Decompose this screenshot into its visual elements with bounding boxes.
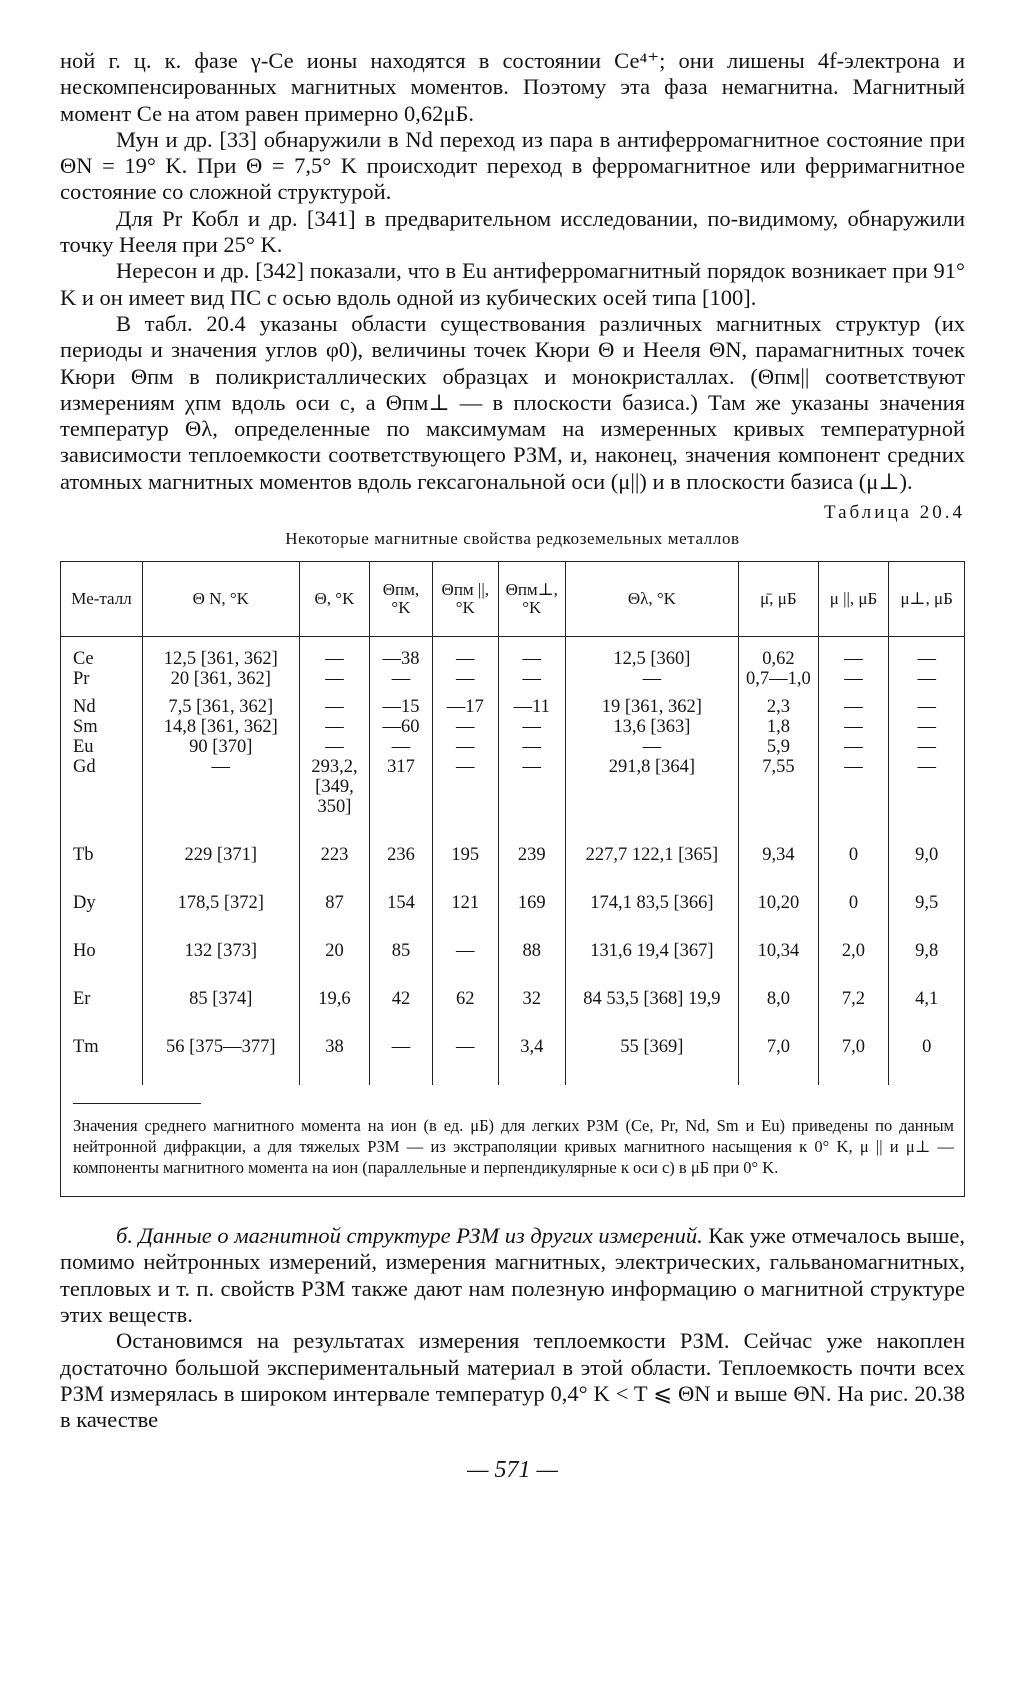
value-cell: —: [432, 717, 498, 737]
spacer-cell: [499, 865, 565, 893]
value-cell: —: [818, 757, 889, 817]
spacer-cell: [565, 1057, 739, 1085]
spacer-cell: [432, 865, 498, 893]
value-cell: 0: [818, 893, 889, 913]
table-header-row: [61, 562, 964, 637]
spacer-cell: [61, 1009, 143, 1037]
value-cell: 90 [370]: [143, 737, 300, 757]
value-cell: 9,34: [739, 845, 818, 865]
value-cell: —: [432, 637, 498, 670]
metal-cell: Sm: [73, 717, 98, 738]
spacer-cell: [299, 961, 370, 989]
spacer-cell: [739, 913, 818, 941]
value-cell: —: [432, 757, 498, 817]
value-cell: 7,0: [818, 1037, 889, 1057]
spacer-cell: [432, 961, 498, 989]
spacer-cell: [432, 817, 498, 845]
paragraph-5: В табл. 20.4 указаны области существования различных магнитных структур (их периоды и значения углов φ0), величины точек Кюри Θ и Нееля ΘN, парамагнитных точек Кюри Θпм в поликристаллических образцах и монокристаллах. (Θпм|| соответствуют измерениям χпм вдоль оси c, а Θпм⊥ — в плоскости базиса.) Там же указаны значения температур Θλ, определенные по максимумам на измеренных кривых температурной зависимости теплоемкости соответствующего РЗМ, и, наконец, значения компонент средних атомных магнитных моментов вдоль гексагональной оси (μ||) и в плоскости базиса (μ⊥).: [60, 310, 965, 494]
value-cell: —: [499, 757, 565, 817]
header-cell: Θλ, °K: [565, 562, 739, 637]
spacer-cell: [61, 689, 143, 697]
value-cell: —38: [370, 637, 432, 670]
table-row: [61, 893, 964, 913]
value-cell: 236: [370, 845, 432, 865]
value-cell: 7,55: [739, 757, 818, 817]
spacer-cell: [739, 1009, 818, 1037]
value-cell: —: [299, 697, 370, 717]
magnetic-properties-table: [61, 561, 964, 1085]
paragraph-4: Нересон и др. [342] показали, что в Eu антиферромагнитный порядок возникает при 91° K и он имеет вид ПС с осью вдоль одной из кубических осей типа [100].: [60, 258, 965, 310]
page: [60, 48, 965, 1485]
spacer-cell: [143, 689, 300, 697]
spacer-cell: [818, 817, 889, 845]
value-cell: 10,34: [739, 941, 818, 961]
spacer-cell: [61, 913, 143, 941]
value-cell: —: [143, 757, 300, 817]
spacer-cell: [565, 1009, 739, 1037]
spacer-cell: [818, 689, 889, 697]
value-cell: 132 [373]: [143, 941, 300, 961]
spacer-cell: [565, 865, 739, 893]
value-cell: —: [432, 737, 498, 757]
section-heading: б. Данные о магнитной структуре РЗМ из других измерений.: [116, 1223, 703, 1249]
row-spacer: [61, 961, 964, 989]
metal-cell: Tb: [73, 845, 94, 866]
footnote-rule: [73, 1103, 201, 1104]
spacer-cell: [370, 913, 432, 941]
value-cell: 84 53,5 [368] 19,9: [565, 989, 739, 1009]
value-cell: —: [889, 717, 964, 737]
table-container: [60, 561, 965, 1197]
spacer-cell: [370, 1009, 432, 1037]
value-cell: —: [370, 737, 432, 757]
header-cell: Θпм ||, °K: [432, 562, 498, 637]
spacer-cell: [370, 1057, 432, 1085]
value-cell: —60: [370, 717, 432, 737]
value-cell: —: [299, 717, 370, 737]
header-cell: Θ N, °K: [143, 562, 300, 637]
table-row: [61, 1037, 964, 1057]
value-cell: —: [818, 669, 889, 689]
spacer-cell: [565, 689, 739, 697]
spacer-cell: [818, 1009, 889, 1037]
header-cell: Θ, °K: [299, 562, 370, 637]
value-cell: 9,8: [889, 941, 964, 961]
spacer-cell: [739, 817, 818, 845]
row-spacer: [61, 817, 964, 845]
value-cell: 174,1 83,5 [366]: [565, 893, 739, 913]
spacer-cell: [889, 1009, 964, 1037]
paragraph-7-text: Остановимся на результатах измерения теплоемкости РЗМ. Сейчас уже накоплен достаточно большой экспериментальный материал в этой области. Теплоемкость почти всех РЗМ измерялась в широком интервале температур 0,4° K < T ⩽ ΘN и выше ΘN. На рис. 20.38 в качестве: [60, 1328, 965, 1433]
value-cell: —17: [432, 697, 498, 717]
header-cell: Θпм, °K: [370, 562, 432, 637]
value-cell: 32: [499, 989, 565, 1009]
row-spacer: [61, 865, 964, 893]
value-cell: —: [818, 737, 889, 757]
spacer-cell: [61, 817, 143, 845]
value-cell: —: [432, 669, 498, 689]
spacer-cell: [499, 689, 565, 697]
value-cell: 131,6 19,4 [367]: [565, 941, 739, 961]
spacer-cell: [499, 1009, 565, 1037]
metal-cell: Er: [73, 989, 91, 1010]
value-cell: 19,6: [299, 989, 370, 1009]
header-cell: Ме-талл: [61, 562, 143, 637]
spacer-cell: [565, 913, 739, 941]
value-cell: —: [370, 669, 432, 689]
value-cell: —: [889, 757, 964, 817]
spacer-cell: [299, 817, 370, 845]
value-cell: 85 [374]: [143, 989, 300, 1009]
header-cell: μ⊥, μБ: [889, 562, 964, 637]
spacer-cell: [499, 817, 565, 845]
spacer-cell: [739, 1057, 818, 1085]
spacer-cell: [565, 817, 739, 845]
header-cell: μ̄, μБ: [739, 562, 818, 637]
value-cell: 88: [499, 941, 565, 961]
value-cell: 239: [499, 845, 565, 865]
spacer-cell: [143, 961, 300, 989]
spacer-cell: [299, 1057, 370, 1085]
spacer-cell: [818, 865, 889, 893]
value-cell: 293,2, [349, 350]: [299, 757, 370, 817]
value-cell: 56 [375—377]: [143, 1037, 300, 1057]
spacer-cell: [565, 961, 739, 989]
value-cell: 85: [370, 941, 432, 961]
metal-cell: Nd: [73, 697, 96, 718]
metal-cell: Eu: [73, 737, 94, 758]
table-label: Таблица 20.4: [823, 502, 965, 524]
spacer-cell: [143, 817, 300, 845]
spacer-cell: [889, 817, 964, 845]
spacer-cell: [61, 865, 143, 893]
value-cell: 2,3: [739, 697, 818, 717]
value-cell: 13,6 [363]: [565, 717, 739, 737]
value-cell: —: [370, 1037, 432, 1057]
value-cell: 10,20: [739, 893, 818, 913]
value-cell: 0: [818, 845, 889, 865]
value-cell: —: [889, 637, 964, 670]
value-cell: 55 [369]: [565, 1037, 739, 1057]
spacer-cell: [432, 913, 498, 941]
value-cell: —: [565, 737, 739, 757]
spacer-cell: [143, 865, 300, 893]
value-cell: 227,7 122,1 [365]: [565, 845, 739, 865]
row-spacer: [61, 913, 964, 941]
value-cell: 9,0: [889, 845, 964, 865]
paragraph-3: Для Pr Кобл и др. [341] в предварительном исследовании, по-видимому, обнаружили точку Нееля при 25° K.: [60, 205, 965, 258]
metal-cell: Ho: [73, 941, 96, 962]
table-row: [61, 989, 964, 1009]
table-row: [61, 637, 964, 670]
value-cell: 0,62: [739, 637, 818, 670]
value-cell: —: [889, 669, 964, 689]
value-cell: 12,5 [360]: [565, 637, 739, 670]
value-cell: 223: [299, 845, 370, 865]
table-title: Некоторые магнитные свойства редкоземельных металлов: [285, 529, 740, 549]
spacer-cell: [432, 1009, 498, 1037]
spacer-cell: [299, 865, 370, 893]
value-cell: 7,0: [739, 1037, 818, 1057]
value-cell: 7,2: [818, 989, 889, 1009]
value-cell: 9,5: [889, 893, 964, 913]
value-cell: 7,5 [361, 362]: [143, 697, 300, 717]
value-cell: 169: [499, 893, 565, 913]
metal-cell: Tm: [73, 1037, 99, 1058]
spacer-cell: [61, 961, 143, 989]
value-cell: 195: [432, 845, 498, 865]
value-cell: —11: [499, 697, 565, 717]
value-cell: 5,9: [739, 737, 818, 757]
metal-cell: Gd: [73, 757, 96, 778]
value-cell: 2,0: [818, 941, 889, 961]
spacer-cell: [432, 689, 498, 697]
value-cell: 87: [299, 893, 370, 913]
table-row: [61, 717, 964, 737]
table-footnote: [61, 1085, 964, 1196]
table-row: [61, 757, 964, 817]
paragraph-7: [60, 1328, 965, 1433]
metal-cell: Dy: [73, 893, 96, 914]
paragraph-2: Мун и др. [33] обнаружили в Nd переход из пара в антиферромагнитное состояние при ΘN = 19° K. При Θ = 7,5° K происходит переход в ферромагнитное или ферримагнитное состояние со сложной структурой.: [60, 126, 965, 205]
value-cell: 62: [432, 989, 498, 1009]
spacer-cell: [370, 961, 432, 989]
spacer-cell: [61, 1057, 143, 1085]
value-cell: 19 [361, 362]: [565, 697, 739, 717]
value-cell: —: [818, 637, 889, 670]
spacer-cell: [818, 961, 889, 989]
value-cell: 4,1: [889, 989, 964, 1009]
value-cell: 20: [299, 941, 370, 961]
table-row: [61, 941, 964, 961]
paragraph-6: [60, 1223, 965, 1328]
spacer-cell: [432, 1057, 498, 1085]
metal-cell: Pr: [73, 669, 90, 690]
value-cell: —: [818, 717, 889, 737]
value-cell: —: [299, 669, 370, 689]
spacer-cell: [889, 1057, 964, 1085]
spacer-cell: [143, 1057, 300, 1085]
spacer-cell: [143, 913, 300, 941]
value-cell: —: [499, 637, 565, 670]
value-cell: 1,8: [739, 717, 818, 737]
spacer-cell: [143, 1009, 300, 1037]
table-row: [61, 845, 964, 865]
header-cell: μ ||, μБ: [818, 562, 889, 637]
value-cell: —: [889, 737, 964, 757]
spacer-cell: [889, 865, 964, 893]
value-cell: 154: [370, 893, 432, 913]
spacer-cell: [299, 913, 370, 941]
spacer-cell: [370, 817, 432, 845]
spacer-cell: [889, 689, 964, 697]
value-cell: 317: [370, 757, 432, 817]
value-cell: —: [499, 717, 565, 737]
page-number: — 571 —: [467, 1457, 558, 1484]
spacer-cell: [499, 961, 565, 989]
spacer-cell: [499, 913, 565, 941]
value-cell: —: [889, 697, 964, 717]
header-cell: Θпм⊥, °K: [499, 562, 565, 637]
spacer-cell: [370, 689, 432, 697]
value-cell: 178,5 [372]: [143, 893, 300, 913]
spacer-cell: [739, 865, 818, 893]
value-cell: 0: [889, 1037, 964, 1057]
spacer-cell: [739, 689, 818, 697]
value-cell: 38: [299, 1037, 370, 1057]
row-spacer: [61, 1009, 964, 1037]
value-cell: —: [499, 669, 565, 689]
value-cell: 0,7—1,0: [739, 669, 818, 689]
table-row: [61, 737, 964, 757]
spacer-cell: [818, 1057, 889, 1085]
spacer-cell: [370, 865, 432, 893]
spacer-cell: [889, 961, 964, 989]
value-cell: —: [432, 1037, 498, 1057]
value-cell: —: [299, 737, 370, 757]
paragraph-1: ной г. ц. к. фазе γ-Се ионы находятся в состоянии Се⁴⁺; они лишены 4f-электрона и нескомпенсированных магнитных моментов. Поэтому эта фаза немагнитна. Магнитный момент Се на атом равен примерно 0,62μБ.: [60, 48, 965, 126]
row-spacer: [61, 689, 964, 697]
value-cell: 20 [361, 362]: [143, 669, 300, 689]
value-cell: 121: [432, 893, 498, 913]
value-cell: —: [499, 737, 565, 757]
value-cell: 14,8 [361, 362]: [143, 717, 300, 737]
value-cell: —: [818, 697, 889, 717]
value-cell: 3,4: [499, 1037, 565, 1057]
value-cell: —: [432, 941, 498, 961]
table-row: [61, 697, 964, 717]
row-spacer: [61, 1057, 964, 1085]
paragraph-6-text: Как уже отмечалось выше, помимо нейтронных измерений, измерения магнитных, электрических, гальваномагнитных, тепловых и т. п. свойств РЗМ также дают нам полезную информацию о магнитной структуре этих веществ.: [60, 1223, 965, 1327]
value-cell: 291,8 [364]: [565, 757, 739, 817]
metal-cell: Ce: [73, 649, 94, 670]
spacer-cell: [818, 913, 889, 941]
value-cell: 12,5 [361, 362]: [143, 637, 300, 670]
value-cell: 42: [370, 989, 432, 1009]
value-cell: —15: [370, 697, 432, 717]
spacer-cell: [299, 1009, 370, 1037]
value-cell: —: [565, 669, 739, 689]
value-cell: 229 [371]: [143, 845, 300, 865]
spacer-cell: [499, 1057, 565, 1085]
value-cell: —: [299, 637, 370, 670]
table-row: [61, 669, 964, 689]
footnote-text: Значения среднего магнитного момента на ион (в ед. μБ) для легких РЗМ (Ce, Pr, Nd, Sm и Eu) приведены по данным нейтронной дифракции, а для тяжелых РЗМ — из экстраполяции кривых магнитного насыщения к 0° K, μ || и μ⊥ — компоненты магнитного момента на ион (параллельные и перпендикулярные к оси c) в μБ при 0° K.: [73, 1116, 954, 1178]
value-cell: 8,0: [739, 989, 818, 1009]
spacer-cell: [739, 961, 818, 989]
spacer-cell: [299, 689, 370, 697]
spacer-cell: [889, 913, 964, 941]
